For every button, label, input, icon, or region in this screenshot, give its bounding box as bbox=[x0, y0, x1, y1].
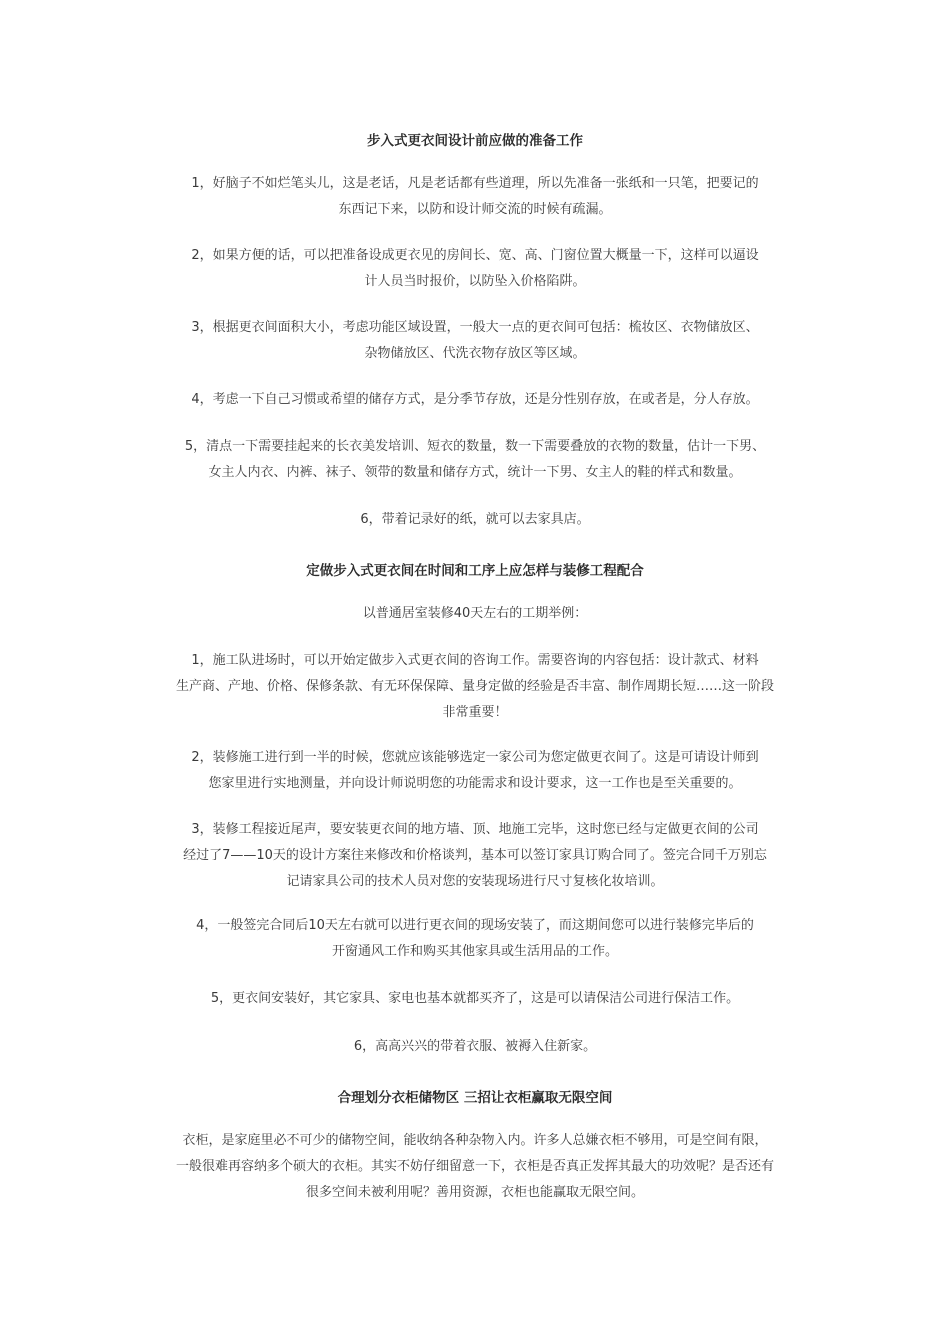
text-line: 开窗通风工作和购买其他家具或生活用品的工作。 bbox=[331, 944, 618, 959]
paragraph-1-2 bbox=[0, 243, 950, 295]
text-line: 非常重要！ bbox=[442, 705, 508, 720]
text-line: 5，更衣间安装好，其它家具、家电也基本就都买齐了，这是可以请保洁公司进行保洁工作。 bbox=[210, 991, 740, 1006]
text-line: 6，带着记录好的纸，就可以去家具店。 bbox=[360, 512, 590, 527]
paragraph-3-1 bbox=[0, 1128, 950, 1206]
text-line: 经过了7——10天的设计方案往来修改和价格谈判，基本可以签订家具订购合同了。签完合同千万别忘 bbox=[183, 848, 767, 863]
paragraph-1-3 bbox=[0, 315, 950, 367]
paragraph-2-6 bbox=[0, 1034, 950, 1060]
paragraph-2-4 bbox=[0, 913, 950, 965]
text-line: 4，一般签完合同后10天左右就可以进行更衣间的现场安装了，而这期间您可以进行装修完毕后的 bbox=[196, 918, 754, 933]
paragraph-1-5 bbox=[0, 434, 950, 486]
text-line: 您家里进行实地测量，并向设计师说明您的功能需求和设计要求，这一工作也是至关重要的。 bbox=[208, 776, 742, 791]
paragraph-2-1 bbox=[0, 648, 950, 726]
text-line: 计人员当时报价，以防坠入价格陷阱。 bbox=[364, 274, 586, 289]
text-line: 东西记下来，以防和设计师交流的时候有疏漏。 bbox=[338, 202, 612, 217]
section-title-2: 定做步入式更衣间在时间和工序上应怎样与装修工程配合 bbox=[306, 563, 644, 579]
paragraph-1-1 bbox=[0, 171, 950, 223]
text-line: 杂物储放区、代洗衣物存放区等区域。 bbox=[364, 346, 586, 361]
paragraph-2-3 bbox=[0, 817, 950, 895]
paragraph-1-6 bbox=[0, 507, 950, 533]
section-title-1: 步入式更衣间设计前应做的准备工作 bbox=[367, 133, 583, 149]
text-line: 生产商、产地、价格、保修条款、有无环保保障、量身定做的经验是否丰富、制作周期长短……这一阶段 bbox=[175, 679, 774, 694]
section-title-3: 合理划分衣柜储物区 三招让衣柜赢取无限空间 bbox=[337, 1090, 613, 1106]
text-line: 一般很难再容纳多个硕大的衣柜。其实不妨仔细留意一下，衣柜是否真正发挥其最大的功效呢？是否还有 bbox=[175, 1159, 774, 1174]
text-line: 3，根据更衣间面积大小，考虑功能区域设置，一般大一点的更衣间可包括：梳妆区、衣物储放区、 bbox=[191, 320, 759, 335]
text-line: 1，好脑子不如烂笔头儿，这是老话，凡是老话都有些道理，所以先准备一张纸和一只笔，把要记的 bbox=[191, 176, 759, 191]
text-line: 6，高高兴兴的带着衣服、被褥入住新家。 bbox=[353, 1039, 597, 1054]
text-line: 2，如果方便的话，可以把准备设成更衣见的房间长、宽、高、门窗位置大概量一下，这样可以逼设 bbox=[191, 248, 759, 263]
text-line: 5，清点一下需要挂起来的长衣美发培训、短衣的数量，数一下需要叠放的衣物的数量，估计一下男、 bbox=[184, 439, 766, 454]
text-line: 4，考虑一下自己习惯或希望的储存方式，是分季节存放，还是分性别存放，在或者是，分人存放。 bbox=[191, 392, 759, 407]
paragraph-2-5 bbox=[0, 986, 950, 1012]
text-line: 女主人内衣、内裤、袜子、领带的数量和储存方式，统计一下男、女主人的鞋的样式和数量。 bbox=[208, 465, 742, 480]
text-line: 很多空间未被利用呢？善用资源，衣柜也能赢取无限空间。 bbox=[305, 1185, 644, 1200]
paragraph-1-4 bbox=[0, 387, 950, 413]
paragraph-2-2 bbox=[0, 745, 950, 797]
text-line: 3，装修工程接近尾声，要安装更衣间的地方墙、顶、地施工完毕，这时您已经与定做更衣间的公司 bbox=[191, 822, 759, 837]
paragraph-2-0 bbox=[0, 601, 950, 627]
text-line: 记请家具公司的技术人员对您的安装现场进行尺寸复核化妆培训。 bbox=[286, 874, 664, 889]
text-line: 2，装修施工进行到一半的时候，您就应该能够选定一家公司为您定做更衣间了。这是可请设计师到 bbox=[191, 750, 759, 765]
text-line: 1，施工队进场时，可以开始定做步入式更衣间的咨询工作。需要咨询的内容包括：设计款式、材料 bbox=[191, 653, 759, 668]
text-line: 衣柜，是家庭里必不可少的储物空间，能收纳各种杂物入内。许多人总嫌衣柜不够用，可是空间有限， bbox=[182, 1133, 768, 1148]
text-line: 以普通居室装修40天左右的工期举例： bbox=[362, 606, 588, 621]
